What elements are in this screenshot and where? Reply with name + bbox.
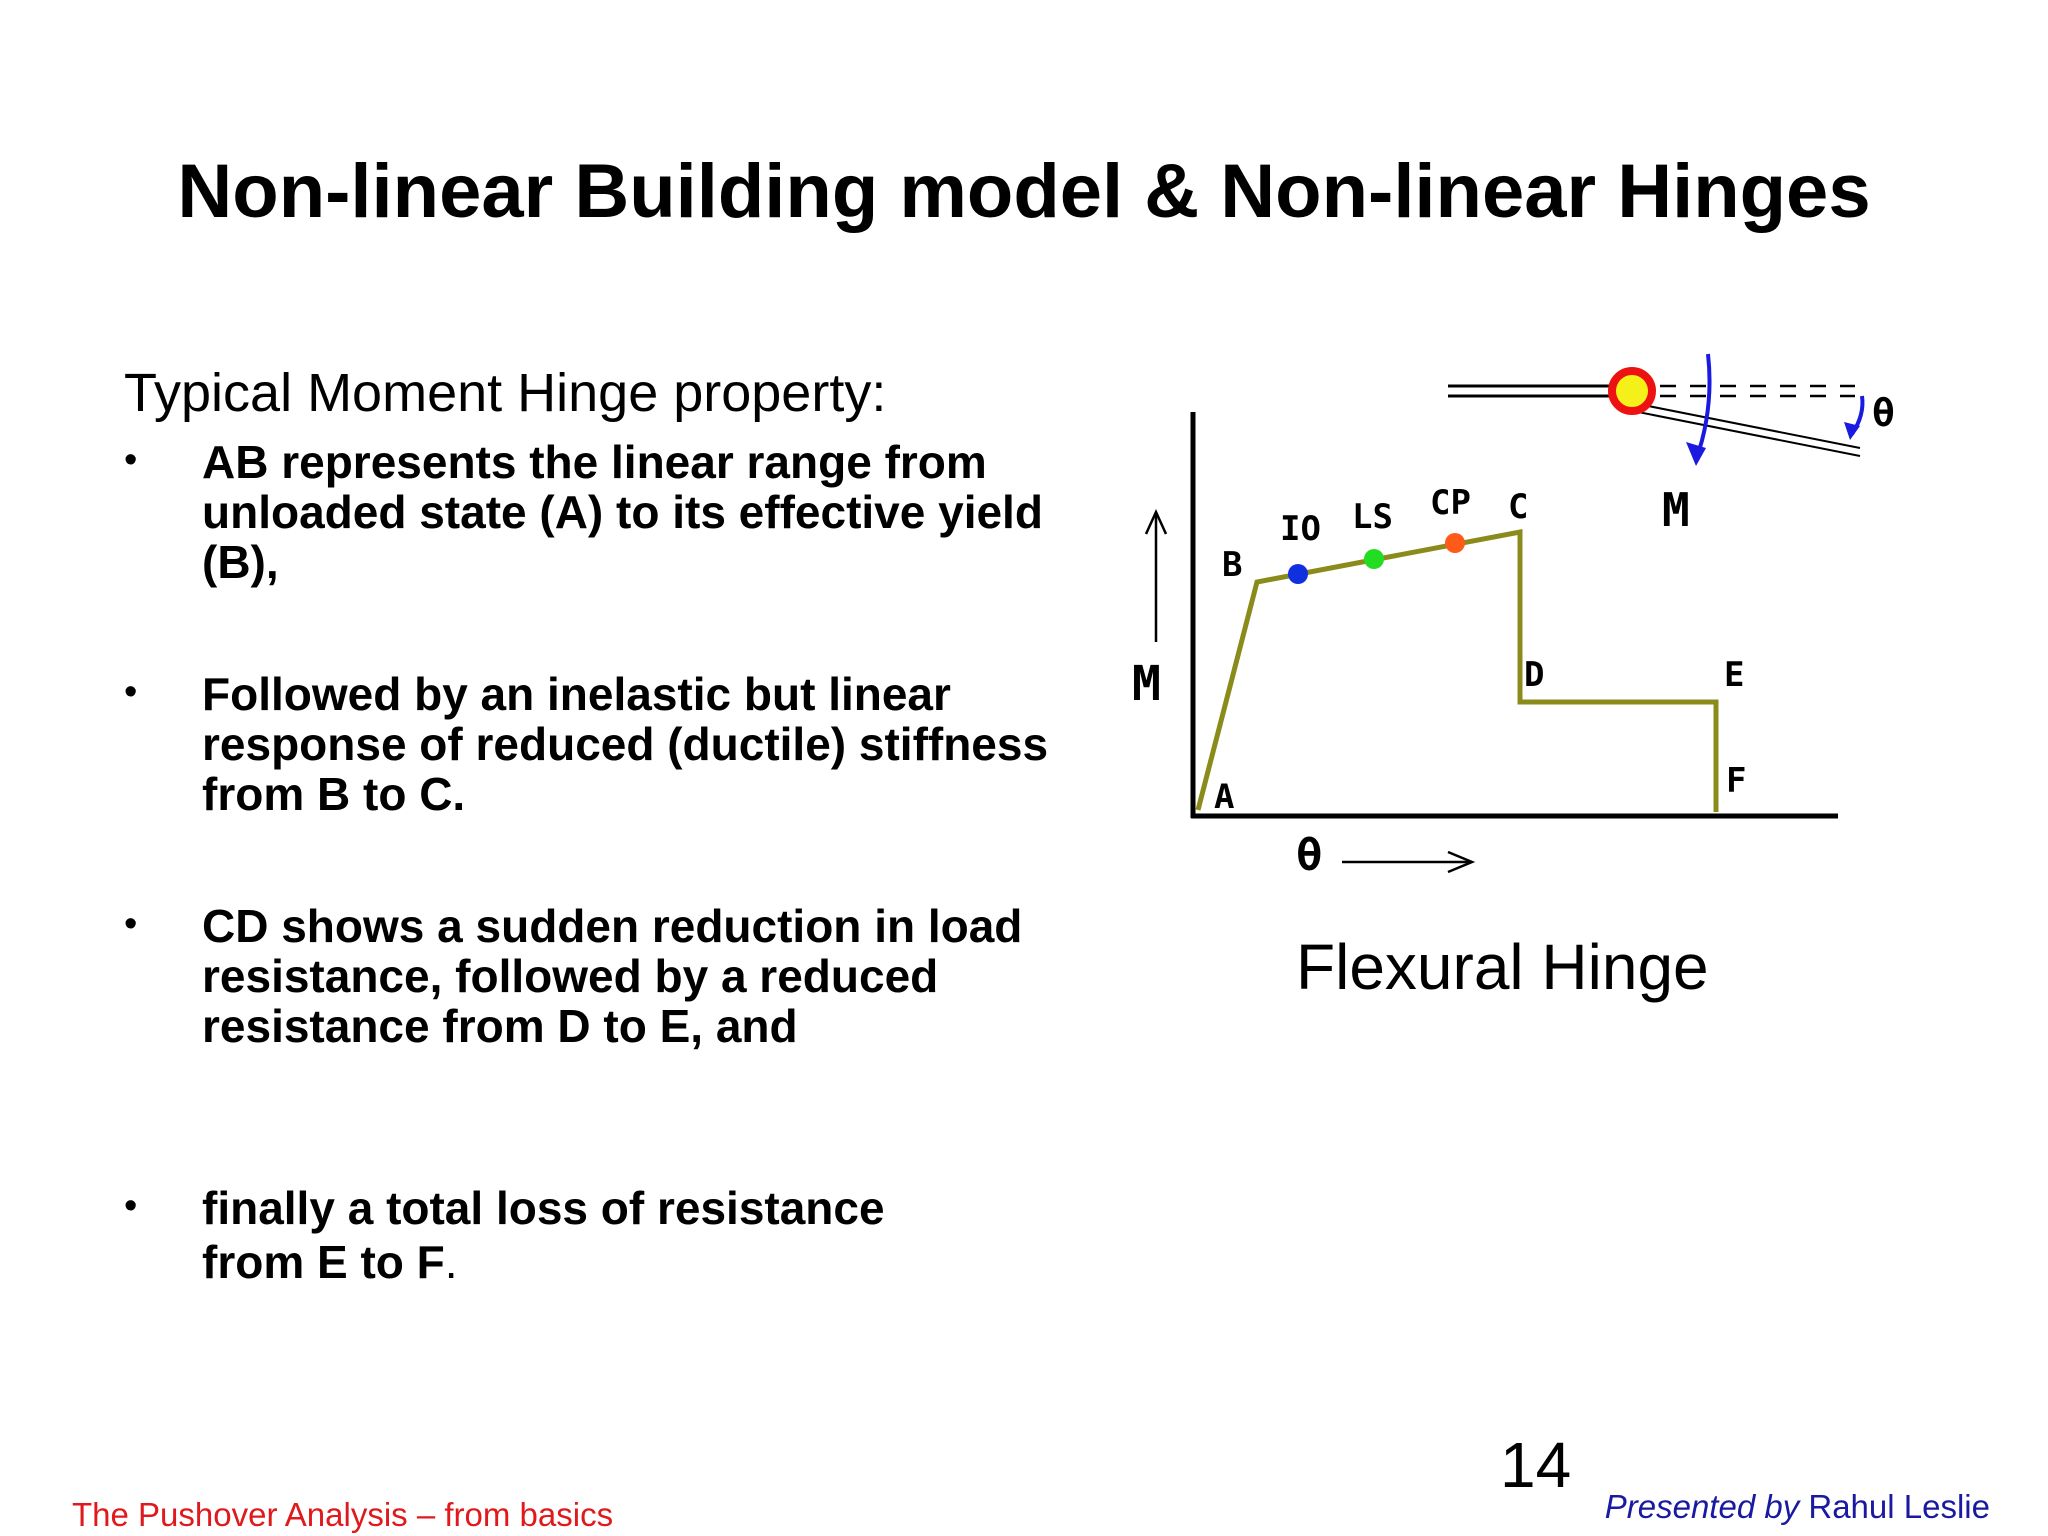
- bullet-dot: •: [124, 903, 138, 945]
- hinge-diagram: [1100, 330, 1900, 930]
- bullet-dot: •: [124, 439, 138, 481]
- moment-rotation-curve: [1198, 532, 1716, 812]
- bullet-text-line2: from E to F.: [202, 1236, 458, 1288]
- hinge-icon: [1612, 371, 1652, 411]
- io-point: [1288, 564, 1308, 584]
- label-a: A: [1214, 777, 1235, 817]
- moment-arrow-icon: [1696, 354, 1710, 460]
- y-axis-label: M: [1132, 656, 1161, 712]
- footer-presenter: [1605, 1488, 1990, 1526]
- page-number: 14: [1500, 1429, 1572, 1501]
- beam-rotation-label: θ: [1872, 391, 1895, 435]
- label-c: C: [1508, 487, 1529, 527]
- footer-title: The Pushover Analysis – from basics: [72, 1496, 614, 1533]
- label-e: E: [1724, 655, 1745, 695]
- presenter-name: Rahul Leslie: [1808, 1488, 1990, 1525]
- label-f: F: [1726, 761, 1747, 801]
- bullet-text: [202, 1183, 1062, 1287]
- cp-point: [1445, 533, 1465, 553]
- label-cp: CP: [1430, 483, 1471, 523]
- presented-by-label: Presented by: [1604, 1488, 1800, 1525]
- ls-point: [1364, 549, 1384, 569]
- bullet-dot: •: [124, 1185, 138, 1227]
- diagram-caption: Flexural Hinge: [1296, 931, 1709, 1003]
- x-axis-label: θ: [1296, 830, 1323, 881]
- label-d: D: [1524, 655, 1545, 695]
- slide-title: Non-linear Building model & Non-linear Hinges: [177, 149, 1871, 234]
- bullet-text: CD shows a sudden reduction in load resistance, followed by a reduced resistance from D to E, and: [202, 900, 1023, 1052]
- bullet-dot: •: [124, 671, 138, 713]
- intro-text: Typical Moment Hinge property:: [124, 363, 887, 423]
- beam-moment-label: M: [1662, 483, 1690, 537]
- label-ls: LS: [1352, 497, 1393, 537]
- bullet-text-line1: finally a total loss of resistance: [202, 1182, 885, 1234]
- bullet-text: Followed by an inelastic but linear response of reduced (ductile) stiffness from B to C.: [202, 668, 1049, 820]
- bullet-text: AB represents the linear range from unloaded state (A) to its effective yield (B),: [202, 436, 1043, 588]
- label-io: IO: [1280, 509, 1321, 549]
- label-b: B: [1222, 545, 1243, 585]
